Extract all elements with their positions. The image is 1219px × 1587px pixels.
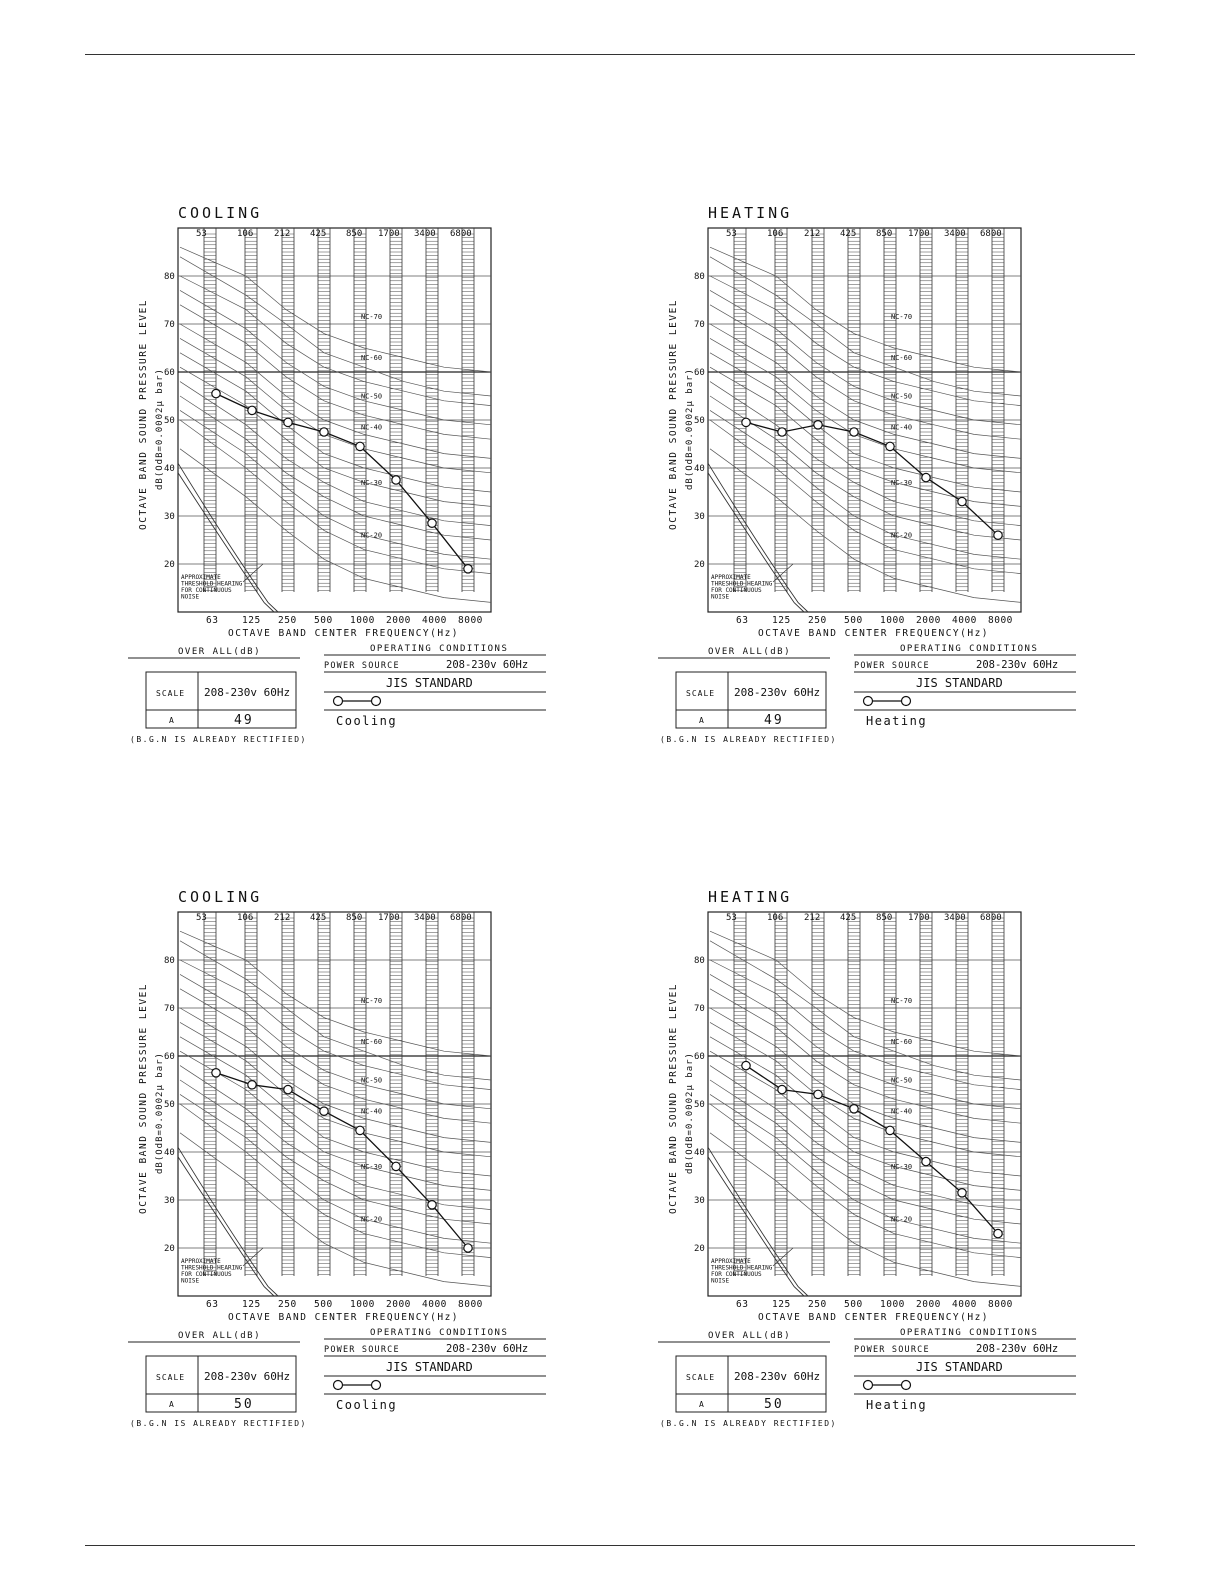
overall-value: 50 [234, 1397, 254, 1412]
nc-curve [710, 247, 1021, 372]
data-point [248, 1081, 256, 1089]
nc-curve-label: NC-30 [891, 478, 913, 487]
nc-curve-label: NC-40 [891, 1107, 913, 1116]
band-label: 850 [876, 913, 893, 923]
legend-marker [334, 697, 343, 706]
power-source-value: 208-230v 60Hz [446, 659, 529, 671]
nc-curve-label: NC-20 [361, 531, 383, 540]
data-point [958, 1189, 966, 1197]
overall-voltage: 208-230v 60Hz [204, 1370, 291, 1383]
nc-curve-label: NC-20 [891, 1215, 913, 1224]
data-point [212, 1069, 220, 1077]
band-label: 212 [804, 229, 821, 239]
x-tick-label: 8000 [458, 615, 483, 626]
band-label: 3400 [944, 229, 966, 239]
nc-curve [180, 1037, 491, 1176]
y-axis-label: OCTAVE BAND SOUND PRESSURE LEVEL [668, 298, 679, 530]
threshold-note: APPROXIMATE [711, 574, 751, 581]
octave-band-strip [920, 228, 932, 592]
octave-band-strip [920, 912, 932, 1276]
y-tick-label: 20 [164, 560, 175, 570]
data-point [886, 1126, 894, 1134]
band-label: 106 [767, 913, 784, 923]
a-label: A [699, 716, 704, 725]
band-label: 425 [840, 913, 857, 923]
y-tick-label: 70 [164, 1004, 175, 1014]
x-tick-label: 125 [772, 615, 791, 626]
octave-band-strip [204, 912, 216, 1276]
legend-marker [902, 1381, 911, 1390]
x-tick-label: 250 [278, 1299, 297, 1310]
octave-band-strip [390, 228, 402, 592]
x-tick-label: 8000 [458, 1299, 483, 1310]
threshold-note: FOR CONTINUOUS [711, 1271, 762, 1278]
chart-panel [128, 884, 658, 1484]
chart-title: HEATING [708, 204, 793, 222]
data-point [778, 1085, 786, 1093]
octave-band-strip [390, 912, 402, 1276]
threshold-note: NOISE [711, 1277, 730, 1285]
overall-value: 49 [764, 713, 784, 728]
x-tick-label: 4000 [952, 615, 977, 626]
nc-curve-label: NC-70 [891, 997, 913, 1006]
a-label: A [169, 716, 174, 725]
x-tick-label: 500 [314, 615, 333, 626]
data-point [958, 497, 966, 505]
x-tick-label: 2000 [916, 615, 941, 626]
y-tick-label: 80 [694, 272, 705, 282]
band-label: 212 [804, 913, 821, 923]
octave-band-strip [318, 912, 330, 1276]
chart-panel [658, 200, 1188, 800]
y-tick-label: 50 [164, 416, 175, 426]
nc-chart-svg [128, 884, 658, 1484]
legend-marker [864, 1381, 873, 1390]
nc-curve-label: NC-40 [361, 423, 383, 432]
x-tick-label: 125 [242, 615, 261, 626]
y-tick-label: 20 [694, 1244, 705, 1254]
band-label: 6800 [450, 913, 472, 923]
x-axis-label: OCTAVE BAND CENTER FREQUENCY(Hz) [228, 1312, 460, 1323]
nc-curve-label: NC-60 [361, 354, 383, 362]
scale-label: SCALE [156, 1373, 186, 1382]
y-tick-label: 40 [164, 464, 175, 474]
y-tick-label: 20 [164, 1244, 175, 1254]
y-tick-label: 20 [694, 560, 705, 570]
data-point [320, 428, 328, 436]
nc-curve [180, 941, 491, 1080]
chart-title: COOLING [178, 204, 263, 222]
rectified-note: (B.G.N IS ALREADY RECTIFIED) [130, 1419, 307, 1428]
x-tick-label: 500 [844, 1299, 863, 1310]
data-point [212, 389, 220, 397]
overall-voltage: 208-230v 60Hz [204, 686, 291, 699]
nc-curve [710, 257, 1021, 396]
data-point [742, 1061, 750, 1069]
nc-curve [180, 353, 491, 492]
overall-value: 50 [764, 1397, 784, 1412]
band-label: 425 [310, 229, 327, 239]
data-series-line [216, 1073, 468, 1248]
nc-curve-label: NC-50 [891, 392, 913, 401]
x-axis-label: OCTAVE BAND CENTER FREQUENCY(Hz) [758, 1312, 990, 1323]
y-tick-label: 50 [694, 416, 705, 426]
band-label: 425 [840, 229, 857, 239]
power-source-label: POWER SOURCE [854, 661, 930, 671]
legend-marker [372, 697, 381, 706]
nc-curve [180, 276, 491, 406]
nc-curve-label: NC-20 [361, 1215, 383, 1224]
band-label: 106 [237, 229, 254, 239]
x-tick-label: 125 [772, 1299, 791, 1310]
legend-marker [902, 697, 911, 706]
x-tick-label: 500 [314, 1299, 333, 1310]
data-point [428, 1201, 436, 1209]
data-point [356, 442, 364, 450]
x-tick-label: 1000 [880, 615, 905, 626]
y-axis-label: OCTAVE BAND SOUND PRESSURE LEVEL [668, 982, 679, 1214]
nc-curve [180, 1104, 491, 1258]
x-tick-label: 63 [736, 615, 749, 626]
x-tick-label: 63 [206, 615, 219, 626]
nc-curve-label: NC-50 [361, 392, 383, 401]
y-tick-label: 80 [164, 272, 175, 282]
nc-chart-svg [128, 200, 658, 800]
nc-curve [180, 420, 491, 574]
overall-header: OVER ALL(dB) [178, 647, 262, 657]
x-tick-label: 250 [278, 615, 297, 626]
band-label: 212 [274, 913, 291, 923]
nc-curve-label: NC-60 [891, 1038, 913, 1046]
power-source-label: POWER SOURCE [324, 1345, 400, 1355]
data-point [464, 565, 472, 573]
threshold-pointer [773, 564, 793, 582]
nc-curve-label: NC-50 [361, 1076, 383, 1085]
legend-marker [334, 1381, 343, 1390]
data-point [922, 473, 930, 481]
threshold-note: APPROXIMATE [711, 1258, 751, 1265]
octave-band-strip [812, 228, 824, 592]
data-point [994, 1229, 1002, 1237]
x-tick-label: 1000 [880, 1299, 905, 1310]
data-point [428, 519, 436, 527]
standard-label: JIS STANDARD [916, 1360, 1003, 1374]
rectified-note: (B.G.N IS ALREADY RECTIFIED) [130, 735, 307, 744]
threshold-note: NOISE [181, 593, 200, 601]
x-tick-label: 250 [808, 1299, 827, 1310]
nc-chart-svg [658, 884, 1188, 1484]
y-tick-label: 50 [164, 1100, 175, 1110]
band-label: 850 [346, 229, 363, 239]
rectified-note: (B.G.N IS ALREADY RECTIFIED) [660, 1419, 837, 1428]
nc-curve [180, 1051, 491, 1190]
octave-band-strip [956, 228, 968, 592]
y-tick-label: 50 [694, 1100, 705, 1110]
y-tick-label: 30 [694, 1196, 705, 1206]
octave-band-strip [318, 228, 330, 592]
mode-label: Cooling [336, 714, 398, 728]
band-label: 53 [196, 229, 207, 239]
rectified-note: (B.G.N IS ALREADY RECTIFIED) [660, 735, 837, 744]
overall-header: OVER ALL(dB) [178, 1331, 262, 1341]
chart-title: COOLING [178, 888, 263, 906]
nc-curve-label: NC-70 [361, 313, 383, 322]
nc-curve [710, 1037, 1021, 1176]
data-point [320, 1107, 328, 1115]
x-tick-label: 63 [206, 1299, 219, 1310]
scale-label: SCALE [686, 689, 716, 698]
y-tick-label: 40 [694, 464, 705, 474]
data-point [814, 421, 822, 429]
power-source-value: 208-230v 60Hz [446, 1343, 529, 1355]
band-label: 3400 [414, 913, 436, 923]
nc-curve [180, 247, 491, 372]
y-tick-label: 30 [164, 512, 175, 522]
data-point [850, 1105, 858, 1113]
nc-curve [180, 410, 491, 559]
x-tick-label: 2000 [916, 1299, 941, 1310]
threshold-pointer [773, 1248, 793, 1266]
overall-header: OVER ALL(dB) [708, 647, 792, 657]
a-label: A [699, 1400, 704, 1409]
x-tick-label: 8000 [988, 615, 1013, 626]
data-point [850, 428, 858, 436]
y-tick-label: 80 [164, 956, 175, 966]
data-point [814, 1090, 822, 1098]
nc-curve-label: NC-30 [361, 1162, 383, 1171]
data-point [356, 1126, 364, 1134]
top-rule [85, 54, 1135, 55]
chart-title: HEATING [708, 888, 793, 906]
operating-header: OPERATING CONDITIONS [370, 1328, 509, 1338]
threshold-note: THRESHOLD HEARING [181, 1264, 243, 1272]
band-label: 3400 [944, 913, 966, 923]
band-label: 106 [237, 913, 254, 923]
band-label: 53 [726, 913, 737, 923]
nc-curve-label: NC-40 [361, 1107, 383, 1116]
power-source-label: POWER SOURCE [854, 1345, 930, 1355]
octave-band-strip [204, 228, 216, 592]
legend-marker [372, 1381, 381, 1390]
x-tick-label: 250 [808, 615, 827, 626]
nc-curve [710, 931, 1021, 1056]
band-label: 106 [767, 229, 784, 239]
x-tick-label: 500 [844, 615, 863, 626]
operating-header: OPERATING CONDITIONS [370, 644, 509, 654]
band-label: 850 [346, 913, 363, 923]
y-tick-label: 60 [694, 368, 705, 378]
bottom-rule [85, 1545, 1135, 1546]
x-tick-label: 1000 [350, 615, 375, 626]
nc-curve [710, 1022, 1021, 1156]
band-label: 6800 [980, 229, 1002, 239]
standard-label: JIS STANDARD [916, 676, 1003, 690]
data-point [248, 406, 256, 414]
threshold-note: APPROXIMATE [181, 1258, 221, 1265]
nc-curve [710, 941, 1021, 1080]
x-axis-label: OCTAVE BAND CENTER FREQUENCY(Hz) [758, 628, 990, 639]
overall-voltage: 208-230v 60Hz [734, 1370, 821, 1383]
overall-value: 49 [234, 713, 254, 728]
mode-label: Cooling [336, 1398, 398, 1412]
nc-curve-label: NC-30 [891, 1162, 913, 1171]
scale-label: SCALE [686, 1373, 716, 1382]
data-point [284, 1085, 292, 1093]
power-source-value: 208-230v 60Hz [976, 1343, 1059, 1355]
power-source-label: POWER SOURCE [324, 661, 400, 671]
threshold-note: THRESHOLD HEARING [711, 1264, 773, 1272]
power-source-value: 208-230v 60Hz [976, 659, 1059, 671]
y-axis-label: OCTAVE BAND SOUND PRESSURE LEVEL [138, 982, 149, 1214]
octave-band-strip [956, 912, 968, 1276]
y-tick-label: 70 [694, 320, 705, 330]
nc-curve-label: NC-30 [361, 478, 383, 487]
mode-label: Heating [866, 714, 928, 728]
y-tick-label: 60 [164, 368, 175, 378]
y-tick-label: 60 [694, 1052, 705, 1062]
x-axis-label: OCTAVE BAND CENTER FREQUENCY(Hz) [228, 628, 460, 639]
standard-label: JIS STANDARD [386, 1360, 473, 1374]
data-point [392, 1162, 400, 1170]
threshold-note: NOISE [181, 1277, 200, 1285]
octave-band-strip [848, 912, 860, 1276]
band-label: 1700 [908, 913, 930, 923]
threshold-note: THRESHOLD HEARING [181, 580, 243, 588]
nc-curve [710, 960, 1021, 1090]
y-tick-label: 30 [164, 1196, 175, 1206]
x-tick-label: 2000 [386, 1299, 411, 1310]
y-tick-label: 70 [694, 1004, 705, 1014]
band-label: 850 [876, 229, 893, 239]
operating-header: OPERATING CONDITIONS [900, 644, 1039, 654]
nc-curve-label: NC-60 [891, 354, 913, 362]
nc-curve [710, 410, 1021, 559]
band-label: 425 [310, 913, 327, 923]
data-point [284, 418, 292, 426]
threshold-note: NOISE [711, 593, 730, 601]
x-tick-label: 125 [242, 1299, 261, 1310]
x-tick-label: 4000 [422, 1299, 447, 1310]
x-tick-label: 4000 [422, 615, 447, 626]
y-axis-sublabel: dB(OdB=0.0002μ bar) [685, 368, 695, 490]
operating-header: OPERATING CONDITIONS [900, 1328, 1039, 1338]
threshold-note: THRESHOLD HEARING [711, 580, 773, 588]
data-point [464, 1244, 472, 1252]
y-axis-sublabel: dB(OdB=0.0002μ bar) [155, 1052, 165, 1174]
y-tick-label: 80 [694, 956, 705, 966]
nc-curve-label: NC-70 [361, 997, 383, 1006]
nc-curve [180, 338, 491, 472]
band-label: 53 [726, 229, 737, 239]
nc-curve [180, 1022, 491, 1156]
standard-label: JIS STANDARD [386, 676, 473, 690]
band-label: 3400 [414, 229, 436, 239]
nc-curve-label: NC-20 [891, 531, 913, 540]
nc-curve [710, 420, 1021, 574]
nc-curve [710, 338, 1021, 472]
nc-curve [710, 1094, 1021, 1243]
y-tick-label: 40 [164, 1148, 175, 1158]
nc-curve-label: NC-70 [891, 313, 913, 322]
x-tick-label: 1000 [350, 1299, 375, 1310]
band-label: 53 [196, 913, 207, 923]
y-axis-sublabel: dB(OdB=0.0002μ bar) [155, 368, 165, 490]
chart-panel [658, 884, 1188, 1484]
overall-header: OVER ALL(dB) [708, 1331, 792, 1341]
scale-label: SCALE [156, 689, 186, 698]
nc-curve [710, 353, 1021, 492]
band-label: 1700 [378, 913, 400, 923]
overall-voltage: 208-230v 60Hz [734, 686, 821, 699]
data-point [922, 1157, 930, 1165]
data-point [742, 418, 750, 426]
nc-curve-label: NC-60 [361, 1038, 383, 1046]
x-tick-label: 2000 [386, 615, 411, 626]
band-label: 1700 [908, 229, 930, 239]
nc-curve [180, 931, 491, 1056]
octave-band-strip [734, 912, 746, 1276]
y-tick-label: 40 [694, 1148, 705, 1158]
data-point [994, 531, 1002, 539]
nc-curve-label: NC-40 [891, 423, 913, 432]
nc-curve [180, 257, 491, 396]
y-axis-sublabel: dB(OdB=0.0002μ bar) [685, 1052, 695, 1174]
y-axis-label: OCTAVE BAND SOUND PRESSURE LEVEL [138, 298, 149, 530]
nc-curve [710, 1104, 1021, 1258]
x-tick-label: 4000 [952, 1299, 977, 1310]
a-label: A [169, 1400, 174, 1409]
octave-band-strip [426, 228, 438, 592]
band-label: 212 [274, 229, 291, 239]
threshold-pointer [243, 1248, 263, 1266]
data-point [392, 476, 400, 484]
octave-band-strip [734, 228, 746, 592]
nc-curve-label: NC-50 [891, 1076, 913, 1085]
chart-panel [128, 200, 658, 800]
threshold-note: FOR CONTINUOUS [181, 587, 232, 594]
data-point [778, 428, 786, 436]
band-label: 1700 [378, 229, 400, 239]
band-label: 6800 [980, 913, 1002, 923]
y-tick-label: 70 [164, 320, 175, 330]
octave-band-strip [848, 228, 860, 592]
data-point [886, 442, 894, 450]
x-tick-label: 63 [736, 1299, 749, 1310]
nc-curve [710, 276, 1021, 406]
mode-label: Heating [866, 1398, 928, 1412]
threshold-note: APPROXIMATE [181, 574, 221, 581]
threshold-note: FOR CONTINUOUS [711, 587, 762, 594]
x-tick-label: 8000 [988, 1299, 1013, 1310]
threshold-note: FOR CONTINUOUS [181, 1271, 232, 1278]
y-tick-label: 60 [164, 1052, 175, 1062]
nc-chart-svg [658, 200, 1188, 800]
y-tick-label: 30 [694, 512, 705, 522]
band-label: 6800 [450, 229, 472, 239]
octave-band-strip [282, 228, 294, 592]
legend-marker [864, 697, 873, 706]
octave-band-strip [426, 912, 438, 1276]
nc-curve [180, 960, 491, 1090]
threshold-pointer [243, 564, 263, 582]
